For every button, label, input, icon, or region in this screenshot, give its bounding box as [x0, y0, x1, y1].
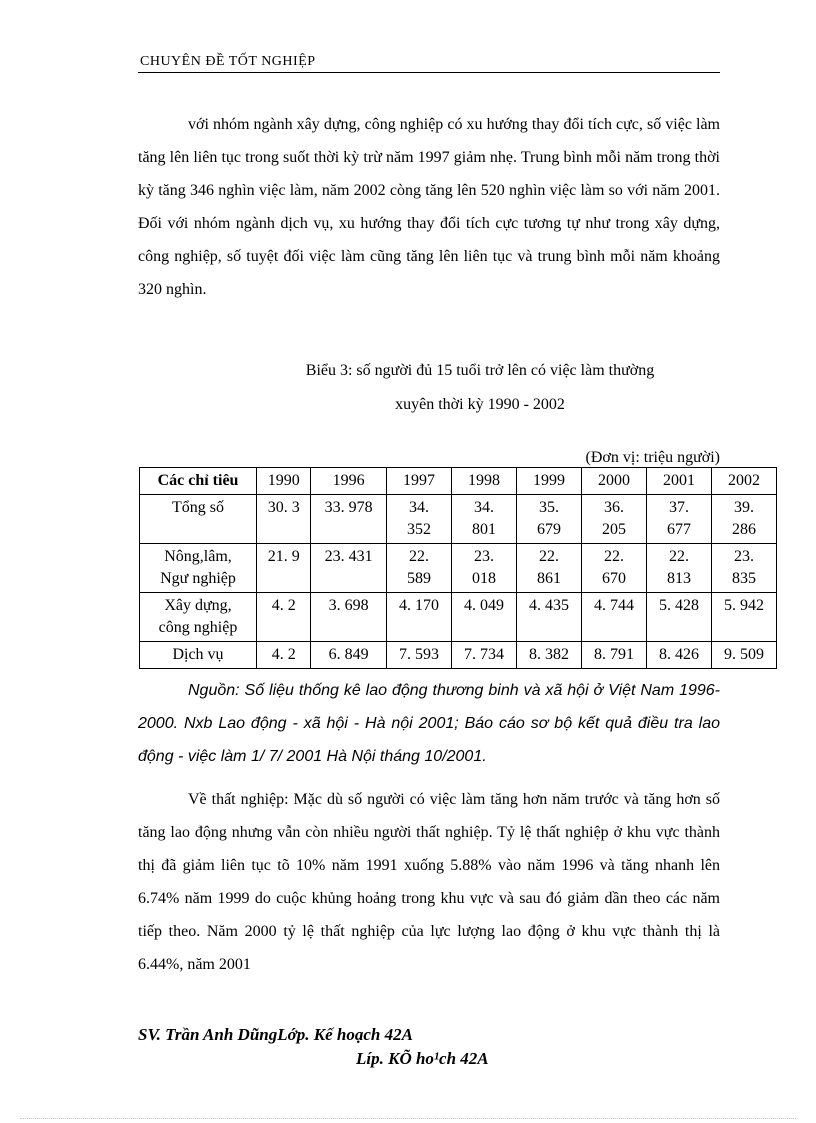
table-header-row	[140, 468, 777, 495]
table-cell	[257, 593, 311, 642]
cell-value-line: 30. 3	[267, 499, 300, 516]
table-cell	[451, 593, 516, 642]
table-cell	[311, 544, 387, 593]
footer-author: SV. Trần Anh DũngLớp. Kế hoạch 42A	[138, 1025, 413, 1044]
row-label	[140, 642, 257, 669]
cell-value-line: 23.	[473, 548, 494, 565]
table-cell	[646, 495, 711, 544]
table-cell	[386, 544, 451, 593]
row-label-line: Xây dựng,	[164, 597, 232, 614]
row-label	[140, 593, 257, 642]
employment-table	[139, 467, 777, 669]
cell-value-line: 670	[601, 570, 626, 587]
table-cell	[451, 495, 516, 544]
cell-value-line: 23.	[733, 548, 754, 565]
cell-value-line: 813	[666, 570, 691, 587]
table-cell	[386, 593, 451, 642]
header-cell-year: 1998	[451, 468, 516, 495]
table-caption	[230, 354, 730, 422]
cell-value-line: 8. 426	[658, 646, 699, 663]
cell-value-line: 4. 2	[271, 646, 296, 663]
row-label-line: Ngư nghiệp	[160, 570, 236, 587]
cell-value-line: 589	[406, 570, 431, 587]
cell-value-line: 5. 428	[658, 597, 699, 614]
table-cell	[711, 642, 776, 669]
cell-value-line: 9. 509	[723, 646, 764, 663]
header-cell-year: 1997	[386, 468, 451, 495]
page-header	[138, 52, 720, 73]
cell-value-line: 33. 978	[324, 499, 373, 516]
cell-value-line: 8. 382	[528, 646, 569, 663]
table-row	[140, 642, 777, 669]
table-cell	[386, 495, 451, 544]
cell-value-line: 6. 849	[328, 646, 369, 663]
table-cell	[257, 544, 311, 593]
cell-value-line: 352	[406, 521, 431, 538]
table-cell	[646, 544, 711, 593]
table-cell	[311, 495, 387, 544]
table-cell	[311, 593, 387, 642]
cell-value-line: 018	[471, 570, 496, 587]
table-cell	[516, 495, 581, 544]
table-cell	[581, 544, 646, 593]
cell-value-line: 4. 744	[593, 597, 634, 614]
cell-value-line: 4. 2	[271, 597, 296, 614]
table-cell	[711, 544, 776, 593]
table-cell	[516, 642, 581, 669]
cell-value-line: 34.	[408, 499, 429, 516]
header-cell-year: 1999	[516, 468, 581, 495]
header-title: CHUYÊN ĐỀ TỐT NGHIỆP	[140, 54, 316, 69]
table-row	[140, 593, 777, 642]
row-label	[140, 495, 257, 544]
row-label-line: Nông,lâm,	[164, 548, 232, 565]
cell-value-line: 835	[731, 570, 756, 587]
table-cell	[646, 642, 711, 669]
table-cell	[451, 642, 516, 669]
cell-value-line: 286	[731, 521, 756, 538]
cell-value-line: 861	[536, 570, 561, 587]
table-cell	[311, 642, 387, 669]
paragraph-unemployment: Về thất nghiệp: Mặc dù số người có việc làm tăng hơn năm trước và tăng hơn số tăng lao động nhưng vẫn còn nhiều người thất nghiệp. Tỷ lệ thất nghiệp ở khu vực thành thị đã giảm liên tục tõ 10% năm 1991 xuống 5.88% vào năm 1996 và tăng nhanh lên 6.74% năm 1999 do cuộc khủng hoảng trong khu vực và sau đó giảm dần theo các năm tiếp theo. Năm 2000 tỷ lệ thất nghiệp của lực lượng lao động ở khu vực thành thị là 6.44%, năm 2001	[138, 791, 720, 973]
source-note: Nguồn: Số liệu thống kê lao động thương binh và xã hội ở Việt Nam 1996-2000. Nxb Lao động - xã hội - Hà nội 2001; Báo cáo sơ bộ kết quả điều tra lao động - việc làm 1/ 7/ 2001 Hà Nội tháng 10/2001.	[138, 682, 720, 765]
page-bottom-rule	[20, 1118, 796, 1119]
cell-value-line: 35.	[538, 499, 559, 516]
caption-line-2: xuyên thời kỳ 1990 - 2002	[395, 396, 565, 413]
table-cell	[257, 495, 311, 544]
table-body	[140, 495, 777, 669]
row-label-line: Dịch vụ	[172, 646, 224, 663]
table-cell	[581, 642, 646, 669]
table-cell	[516, 544, 581, 593]
row-label	[140, 544, 257, 593]
cell-value-line: 7. 734	[463, 646, 504, 663]
paragraph-employment-trends: với nhóm ngành xây dựng, công nghiệp có xu hướng thay đổi tích cực, số việc làm tăng lên liên tục trong suốt thời kỳ trừ năm 1997 giảm nhẹ. Trung bình mỗi năm trong thời kỳ tăng 346 nghìn việc làm, năm 2002 còng tăng lên 520 nghìn việc làm so với năm 2001. Đối với nhóm ngành dịch vụ, xu hướng thay đổi tích cực tương tự như trong xây dựng, công nghiệp, số tuyệt đối việc làm cũng tăng lên liên tục và trung bình mỗi năm khoảng 320 nghìn.	[138, 116, 720, 298]
cell-value-line: 4. 435	[528, 597, 569, 614]
table-cell	[451, 544, 516, 593]
header-cell-year: 1996	[311, 468, 387, 495]
cell-value-line: 205	[601, 521, 626, 538]
table-cell	[257, 642, 311, 669]
cell-value-line: 22.	[408, 548, 429, 565]
cell-value-line: 4. 049	[463, 597, 504, 614]
header-cell-year: 1990	[257, 468, 311, 495]
cell-value-line: 34.	[473, 499, 494, 516]
cell-value-line: 22.	[668, 548, 689, 565]
cell-value-line: 5. 942	[723, 597, 764, 614]
cell-value-line: 36.	[603, 499, 624, 516]
cell-value-line: 677	[666, 521, 691, 538]
table-row	[140, 544, 777, 593]
table-cell	[711, 593, 776, 642]
table-cell	[516, 593, 581, 642]
table-cell	[711, 495, 776, 544]
cell-value-line: 679	[536, 521, 561, 538]
table-cell	[581, 495, 646, 544]
cell-value-line: 3. 698	[328, 597, 369, 614]
cell-value-line: 39.	[733, 499, 754, 516]
cell-value-line: 37.	[668, 499, 689, 516]
header-cell-year: 2002	[711, 468, 776, 495]
table-cell	[646, 593, 711, 642]
cell-value-line: 23. 431	[324, 548, 373, 565]
cell-value-line: 21. 9	[267, 548, 300, 565]
header-cell-year: 2001	[646, 468, 711, 495]
cell-value-line: 4. 170	[398, 597, 439, 614]
header-cell-indicator: Các chỉ tiêu	[140, 468, 257, 495]
unit-label: (Đơn vị: triệu người)	[585, 449, 720, 466]
cell-value-line: 8. 791	[593, 646, 634, 663]
cell-value-line: 22.	[538, 548, 559, 565]
table-cell	[581, 593, 646, 642]
cell-value-line: 22.	[603, 548, 624, 565]
cell-value-line: 7. 593	[398, 646, 439, 663]
table-row	[140, 495, 777, 544]
row-label-line: Tổng số	[172, 499, 224, 516]
table-cell	[386, 642, 451, 669]
header-cell-year: 2000	[581, 468, 646, 495]
row-label-line: công nghiệp	[158, 619, 238, 636]
footer-class: Líp. KÕ ho¹ch 42A	[356, 1049, 489, 1068]
caption-line-1: Biểu 3: số người đủ 15 tuổi trở lên có việc làm thường	[305, 362, 655, 379]
cell-value-line: 801	[471, 521, 496, 538]
